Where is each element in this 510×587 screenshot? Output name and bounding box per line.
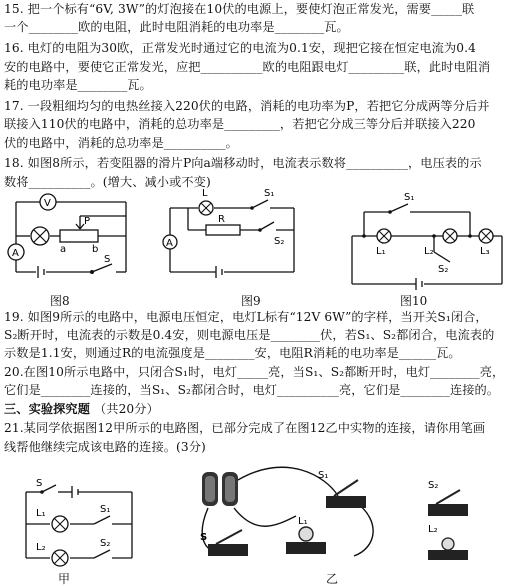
fig9-label-S1: S₁ <box>264 188 275 199</box>
q19-line1: 19. 如图9所示的电路中，电源电压恒定，电灯L标有“12V 6W”的字样，当开关S₁闭合， <box>4 310 488 324</box>
fig10-label-L2: L₂ <box>424 246 434 257</box>
fig8-label-a: a <box>60 244 67 255</box>
fig8-label-P: P <box>84 216 91 227</box>
figure-jia-diagram <box>20 478 150 574</box>
yi-label-L1: L₁ <box>298 516 308 527</box>
q18-line2: 数将__________。(增大、减小或不变) <box>4 175 211 189</box>
q15-line2: 一个________欧的电阻，此时电阻消耗的电功率是________瓦。 <box>4 20 349 34</box>
figure-8-diagram <box>0 190 140 290</box>
fig9-caption: 图9 <box>241 294 261 308</box>
jia-label-S1: S₁ <box>100 504 111 515</box>
figure-9-diagram <box>160 188 320 288</box>
fig8-label-A: A <box>12 248 19 259</box>
q19-line2: S₂断开时，电流表的示数是0.4安，则电源电压是________伏，若S₁、S₂都闭合，电流表的 <box>4 328 495 342</box>
q16-line1: 16. 电灯的电阻为30欧，正常发光时通过它的电流为0.1安，现把它接在恒定电流为0.4 <box>4 41 476 55</box>
figure-yi-side-components <box>418 480 498 570</box>
jia-label-S2: S₂ <box>100 538 111 549</box>
fig9-label-R: R <box>218 214 225 225</box>
fig10-label-S2: S₂ <box>438 264 449 275</box>
q20-line1: 20.在图10所示电路中，只闭合S₁时，电灯_____亮，当S₁、S₂都断开时，电灯________亮， <box>4 365 505 379</box>
jia-caption: 甲 <box>58 572 71 586</box>
fig10-label-L1: L₁ <box>376 246 386 257</box>
q17-line3: 伏的电路中，消耗的总功率是__________。 <box>4 136 238 150</box>
section-heading: 三、实验探究题 <box>4 402 91 416</box>
figure-yi-apparatus <box>186 456 396 576</box>
fig10-label-S1: S₁ <box>404 192 415 203</box>
q16-line2: 安的电路中，要使它正常发光，应把__________欧的电阻跟电灯_________联，此时电阻消 <box>4 60 491 74</box>
fig8-label-S: S <box>104 254 111 265</box>
section-points: （共20分） <box>94 402 159 416</box>
fig8-label-b: b <box>92 244 99 255</box>
fig9-label-A: A <box>166 238 173 249</box>
yi-caption: 乙 <box>326 572 339 586</box>
jia-label-L2: L₂ <box>36 542 46 553</box>
q17-line2: 联接入110伏的电路中，消耗的总功率是_________，若把它分成三等分后并联接入220 <box>4 117 476 131</box>
yi-label-S1: S₁ <box>318 470 329 481</box>
fig10-caption: 图10 <box>400 294 428 308</box>
q21-line2: 线帮他继续完成该电路的连接。(3分) <box>4 440 206 454</box>
q18-line1: 18. 如图8所示，若变阻器的滑片P向a端移动时，电流表示数将__________，电压表的示 <box>4 156 482 170</box>
fig9-label-S2: S₂ <box>274 236 285 247</box>
jia-label-S: S <box>36 478 43 489</box>
yi-label-S2: S₂ <box>428 480 439 491</box>
fig10-label-L3: L₃ <box>480 246 490 257</box>
figure-10-diagram <box>346 192 510 292</box>
fig9-label-L: L <box>202 188 208 199</box>
yi-label-S: S <box>200 532 208 543</box>
fig8-caption: 图8 <box>50 294 70 308</box>
q20-line2: 它们是________连接的，当S₁、S₂都闭合时，电灯__________亮，它们是________连接的。 <box>4 383 500 397</box>
fig8-label-V: V <box>44 198 51 209</box>
q21-line1: 21.某同学依据图12甲所示的电路图，已部分完成了在图12乙中实物的连接，请你用笔画 <box>4 421 486 435</box>
jia-label-L1: L₁ <box>36 508 46 519</box>
q19-line3: 示数是1.1安，则通过R的电流强度是________安，电阻R消耗的电功率是______瓦。 <box>4 346 461 360</box>
q16-line3: 耗的电功率是________瓦。 <box>4 78 152 92</box>
yi-label-L2: L₂ <box>428 524 438 535</box>
section-heading-line <box>4 401 159 418</box>
q15-line1: 15. 把一个标有“6V, 3W”的灯泡接在10伏的电源上，要使灯泡正常发光，需要_____联 <box>4 2 475 16</box>
q17-line1: 17. 一段粗细均匀的电热丝接入220伏的电路，消耗的电功率为P，若把它分成两等分后并 <box>4 99 490 113</box>
